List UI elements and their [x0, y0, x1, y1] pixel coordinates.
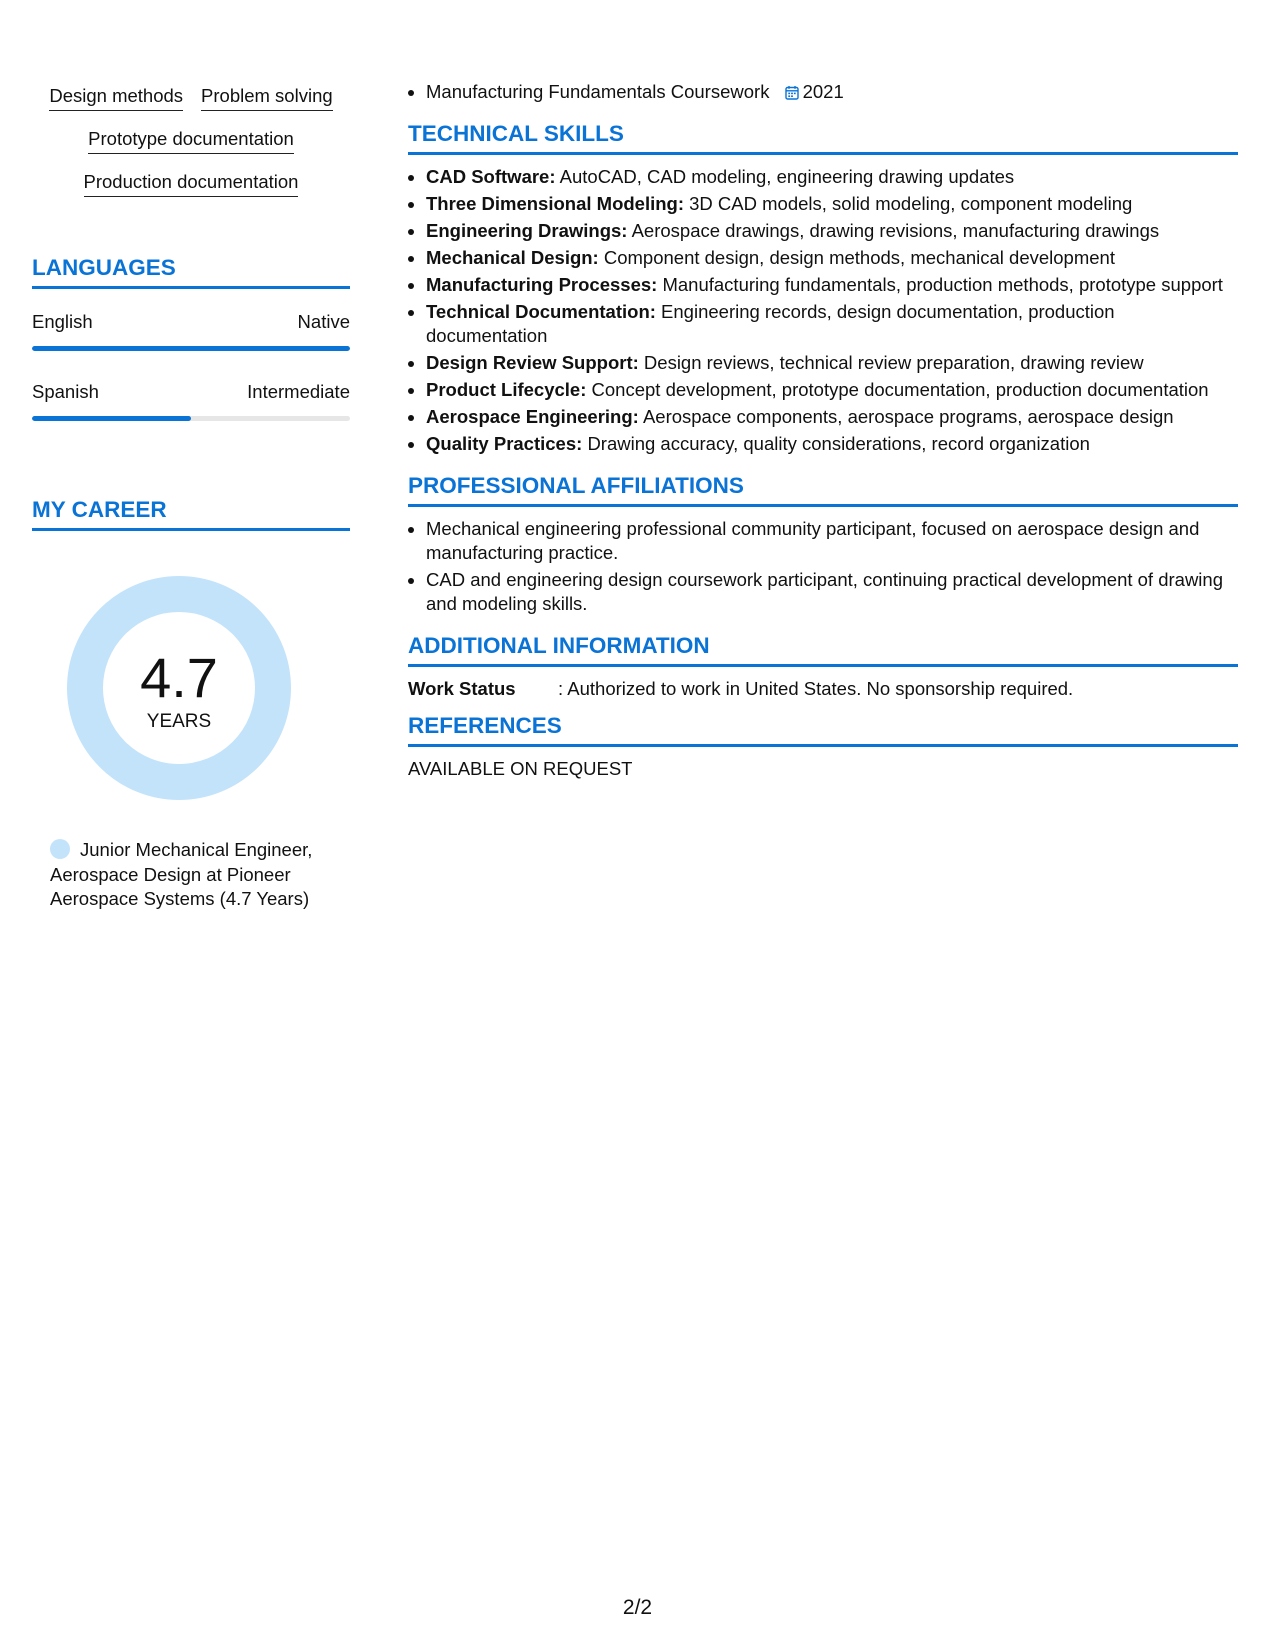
skill-text: Aerospace components, aerospace programs, aerospace design [642, 406, 1174, 427]
language-level: Intermediate [247, 381, 350, 402]
references-heading: REFERENCES [408, 712, 1238, 747]
skill-text: Drawing accuracy, quality considerations, record organization [587, 433, 1090, 454]
legend-dot [50, 839, 70, 859]
work-status-value: : Authorized to work in United States. No sponsorship required. [558, 678, 1074, 699]
career-total-years: 4.7 [140, 646, 218, 709]
skill-item [426, 246, 1238, 270]
language-bar-fill [32, 416, 191, 421]
skill-tag: Problem solving [201, 84, 333, 111]
skill-text: Concept development, prototype documentation, production documentation [591, 379, 1209, 400]
skill-text: Component design, design methods, mechanical development [603, 247, 1115, 268]
affiliations-heading: PROFESSIONAL AFFILIATIONS [408, 472, 1238, 507]
work-status-label: Work Status [408, 678, 516, 699]
skill-tag: Prototype documentation [88, 127, 294, 154]
skill-label: Product Lifecycle: [426, 379, 587, 400]
skill-label: Mechanical Design: [426, 247, 599, 268]
career-years-label: YEARS [146, 711, 212, 732]
skill-item [426, 219, 1238, 243]
skill-item [426, 378, 1238, 402]
language-item [32, 380, 350, 421]
skill-item [426, 165, 1238, 189]
skill-label: Manufacturing Processes: [426, 274, 658, 295]
additional-info-section [408, 632, 1238, 701]
affiliations-list [408, 517, 1238, 616]
skill-item [426, 192, 1238, 216]
language-bar [32, 416, 350, 421]
language-level: Native [297, 311, 350, 332]
skill-label: Aerospace Engineering: [426, 406, 639, 427]
education-title: Manufacturing Fundamentals Coursework [426, 81, 770, 102]
skill-text: Engineering records, design documentation, production documentation [426, 301, 1115, 346]
additional-info-heading: ADDITIONAL INFORMATION [408, 632, 1238, 667]
languages-heading: LANGUAGES [32, 254, 350, 289]
skill-label: Quality Practices: [426, 433, 583, 454]
skill-label: Design Review Support: [426, 352, 639, 373]
language-name: English [32, 311, 93, 332]
affiliations-section [408, 472, 1238, 619]
tag-row [32, 127, 350, 154]
skill-text: Design reviews, technical review preparation, drawing review [643, 352, 1144, 373]
calendar-icon [785, 85, 799, 100]
language-bar-fill [32, 346, 350, 351]
language-name: Spanish [32, 381, 99, 402]
career-heading: MY CAREER [32, 496, 350, 531]
skill-label: Engineering Drawings: [426, 220, 628, 241]
work-status-row [408, 677, 1238, 701]
education-continuation [408, 80, 1238, 107]
career-legend [50, 838, 340, 912]
references-text: AVAILABLE ON REQUEST [408, 758, 633, 779]
skill-item [426, 351, 1238, 375]
education-item [426, 80, 1238, 104]
skill-text: Aerospace drawings, drawing revisions, manufacturing drawings [631, 220, 1160, 241]
skill-text: Manufacturing fundamentals, production methods, prototype support [662, 274, 1223, 295]
language-bar [32, 346, 350, 351]
tag-row [32, 84, 350, 111]
technical-skills-list [408, 165, 1238, 456]
skill-label: Technical Documentation: [426, 301, 656, 322]
skill-tag: Design methods [49, 84, 183, 111]
skill-text: 3D CAD models, solid modeling, component modeling [689, 193, 1133, 214]
skill-label: CAD Software: [426, 166, 556, 187]
education-year: 2021 [802, 81, 844, 102]
skill-item [426, 300, 1238, 348]
skill-item [426, 273, 1238, 297]
page-number: 2/2 [622, 1596, 653, 1619]
affiliation-item: • Mechanical engineering professional community participant, focused on aerospace design and manufacturing practice. [426, 517, 1238, 565]
skill-item [426, 432, 1238, 456]
language-item [32, 310, 350, 351]
references-section [408, 712, 1238, 781]
skill-item [426, 405, 1238, 429]
affiliation-item: • CAD and engineering design coursework participant, continuing practical development of drawing and modeling skills. [426, 568, 1238, 616]
technical-skills-heading: TECHNICAL SKILLS [408, 120, 1238, 155]
technical-skills-section [408, 120, 1238, 459]
skill-tag: Production documentation [84, 170, 299, 197]
skill-tags [32, 84, 350, 213]
career-legend-text: Junior Mechanical Engineer, Aerospace Design at Pioneer Aerospace Systems (4.7 Years) [50, 839, 313, 909]
tag-row [32, 170, 350, 197]
skill-text: AutoCAD, CAD modeling, engineering drawing updates [559, 166, 1015, 187]
skill-label: Three Dimensional Modeling: [426, 193, 684, 214]
